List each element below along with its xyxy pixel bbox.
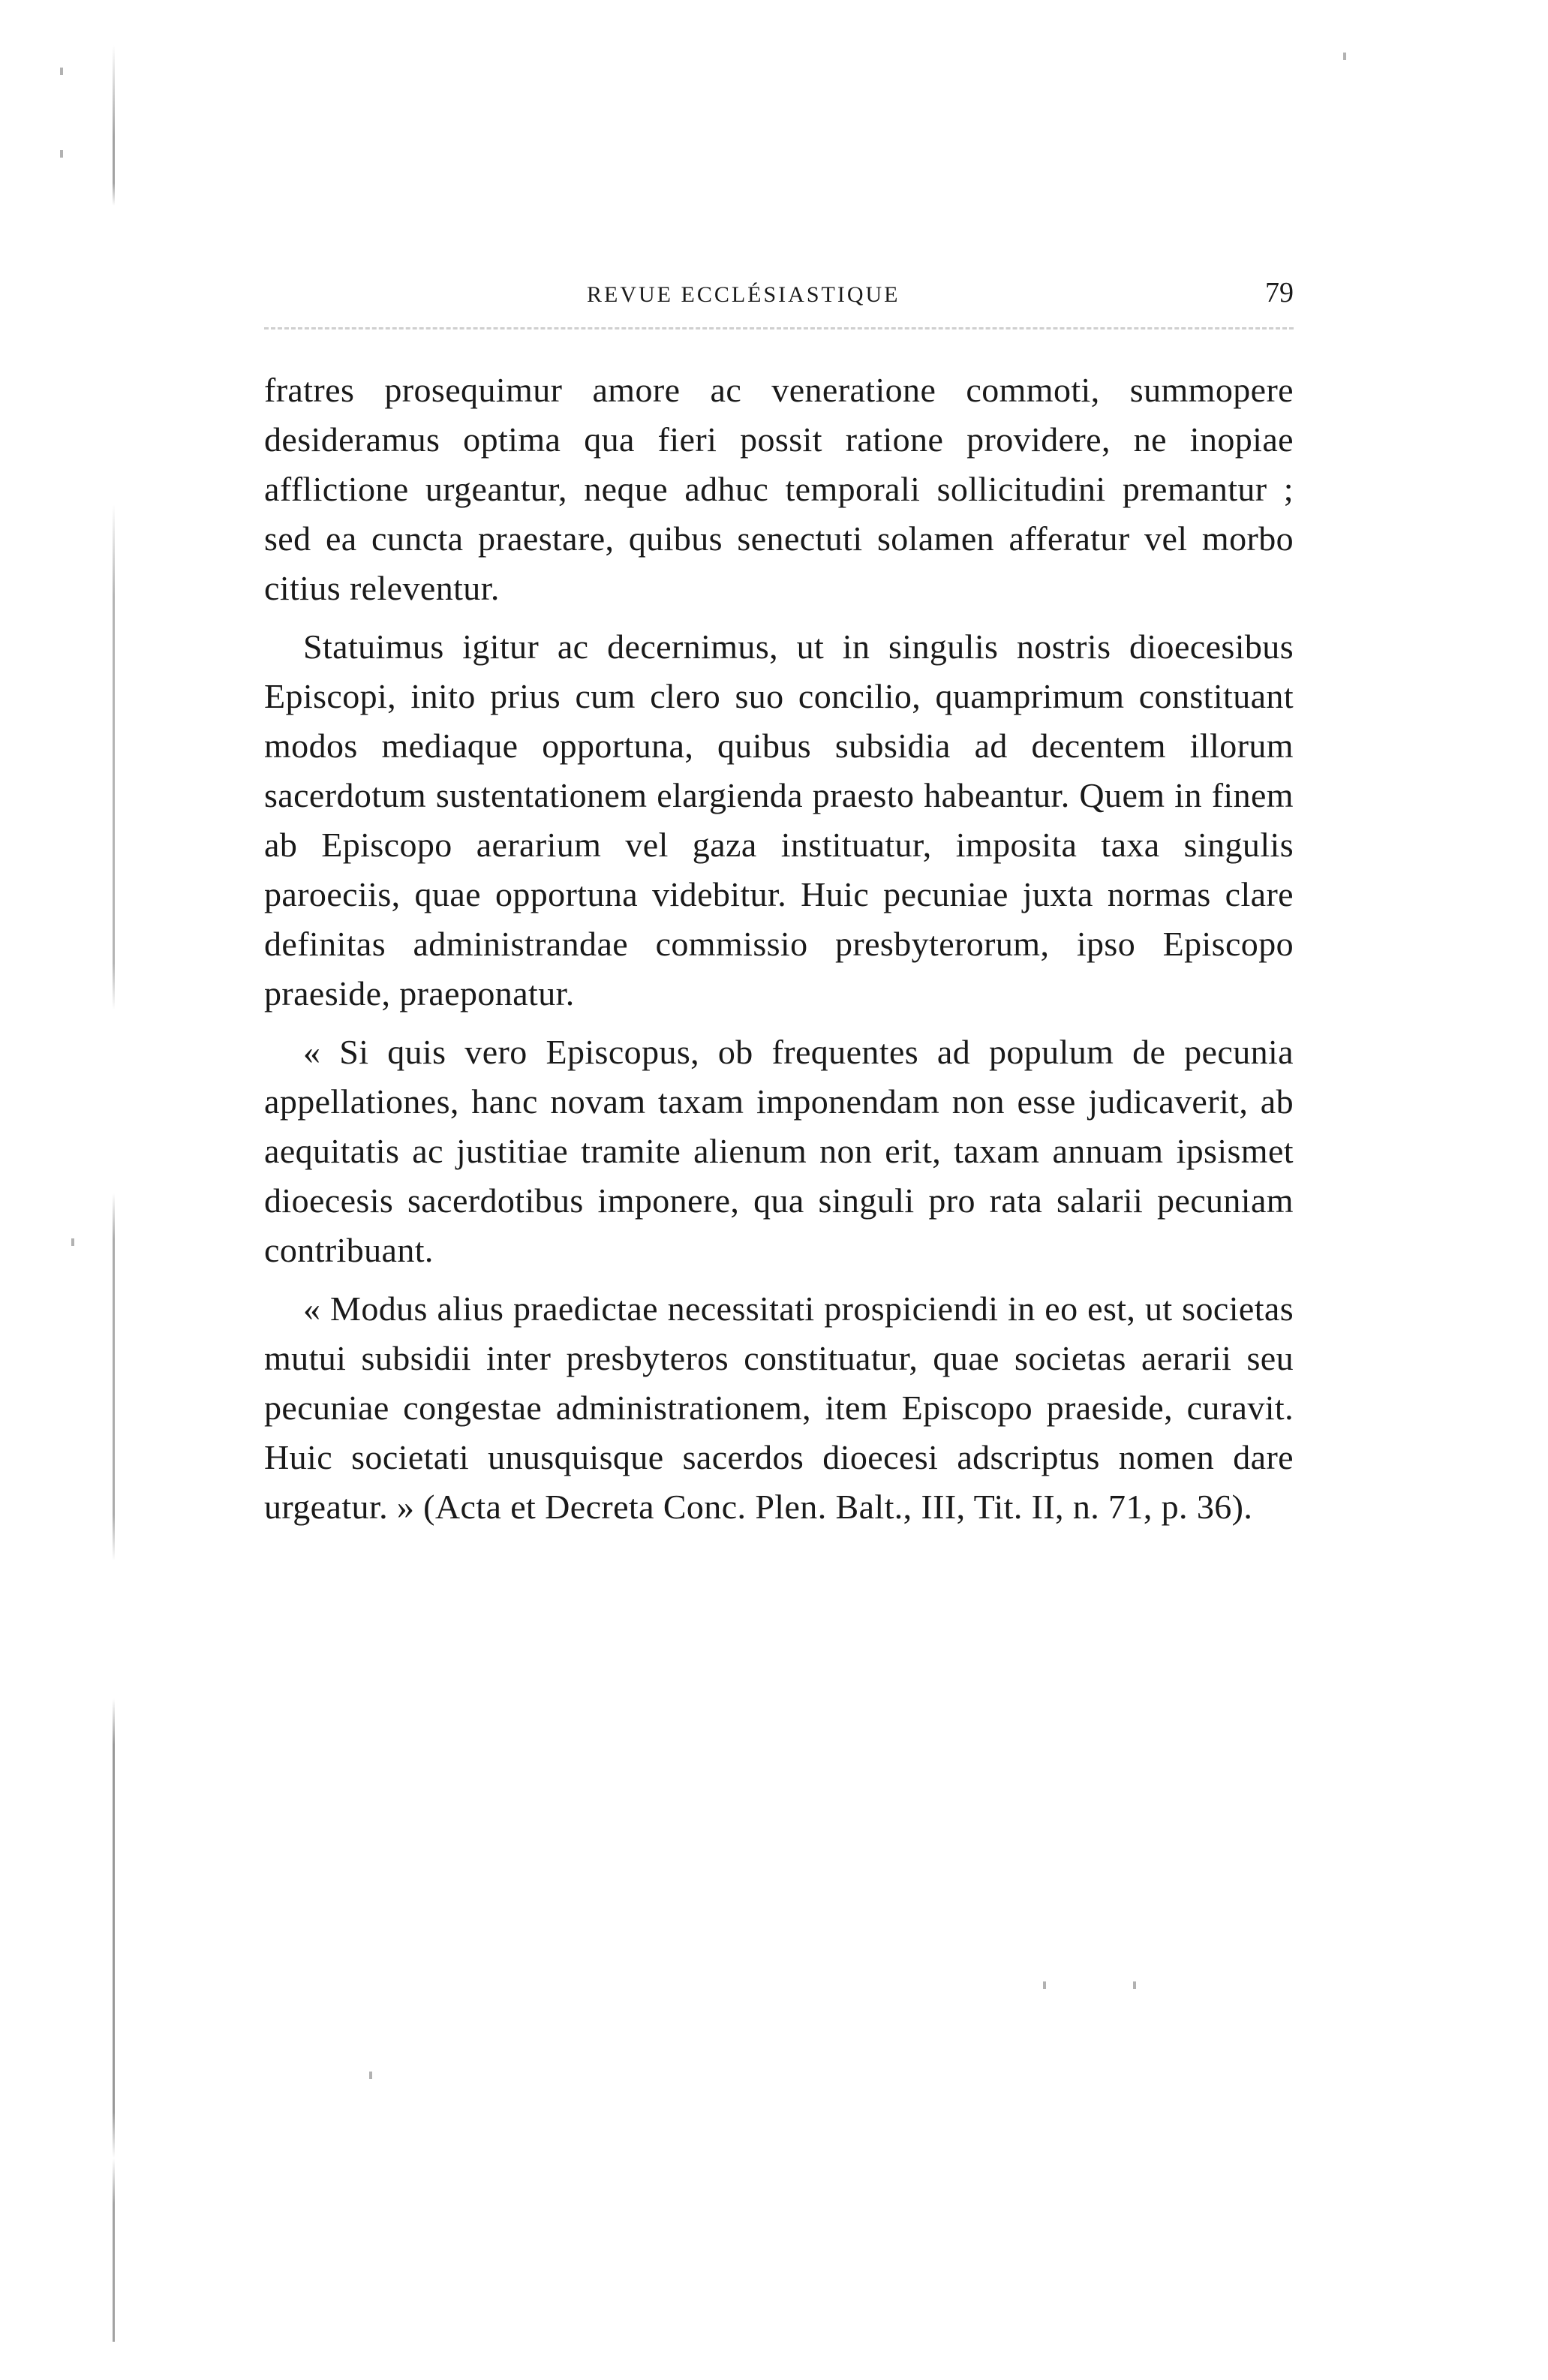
page-number: 79 [1265,277,1294,308]
scan-binding-edge [113,45,115,2342]
running-head [264,277,1294,329]
body-text [264,366,1294,1532]
paragraph-1: fratres prosequimur amore ac veneratione commoti, summopere desideramus optima qua fieri possit ratione providere, ne inopiae afflictione urgeantur, neque adhuc temporali sollicitudini premantur ; sed ea cuncta praestare, quibus senectuti solamen afferatur vel morbo citius releventur. [264,371,1294,607]
page [264,277,1294,1541]
running-title: REVUE ECCLÉSIASTIQUE [587,282,900,307]
paragraph-4: « Modus alius praedictae necessitati prospiciendi in eo est, ut societas mutui subsidii inter presbyteros constituatur, quae societas aerarii seu pecuniae congestae administrationem, item Episcopo praeside, curavit. Huic societati unusquisque sacerdos dioecesi adscriptus nomen dare urgeatur. » (Acta et Decreta Conc. Plen. Balt., III, Tit. II, n. 71, p. 36). [264,1289,1294,1526]
paragraph-2: Statuimus igitur ac decernimus, ut in singulis nostris dioecesibus Episcopi, inito prius cum clero suo concilio, quamprimum constituant modos mediaque opportuna, quibus subsidia ad decentem illorum sacerdotum sustentationem elargienda praesto habeantur. Quem in finem ab Episcopo aerarium vel gaza instituatur, imposita taxa singulis paroeciis, quae opportuna videbitur. Huic pecuniae juxta normas clare definitas administrandae commissio presbyterorum, ipso Episcopo praeside, praeponatur. [264,627,1294,1012]
paragraph-3: « Si quis vero Episcopus, ob frequentes ad populum de pecunia appellationes, hanc novam taxam imponendam non esse judicaverit, ab aequitatis ac justitiae tramite alienum non erit, taxam annuam ipsismet dioecesis sacerdotibus imponere, qua singuli pro rata salarii pecuniam contribuant. [264,1033,1294,1269]
